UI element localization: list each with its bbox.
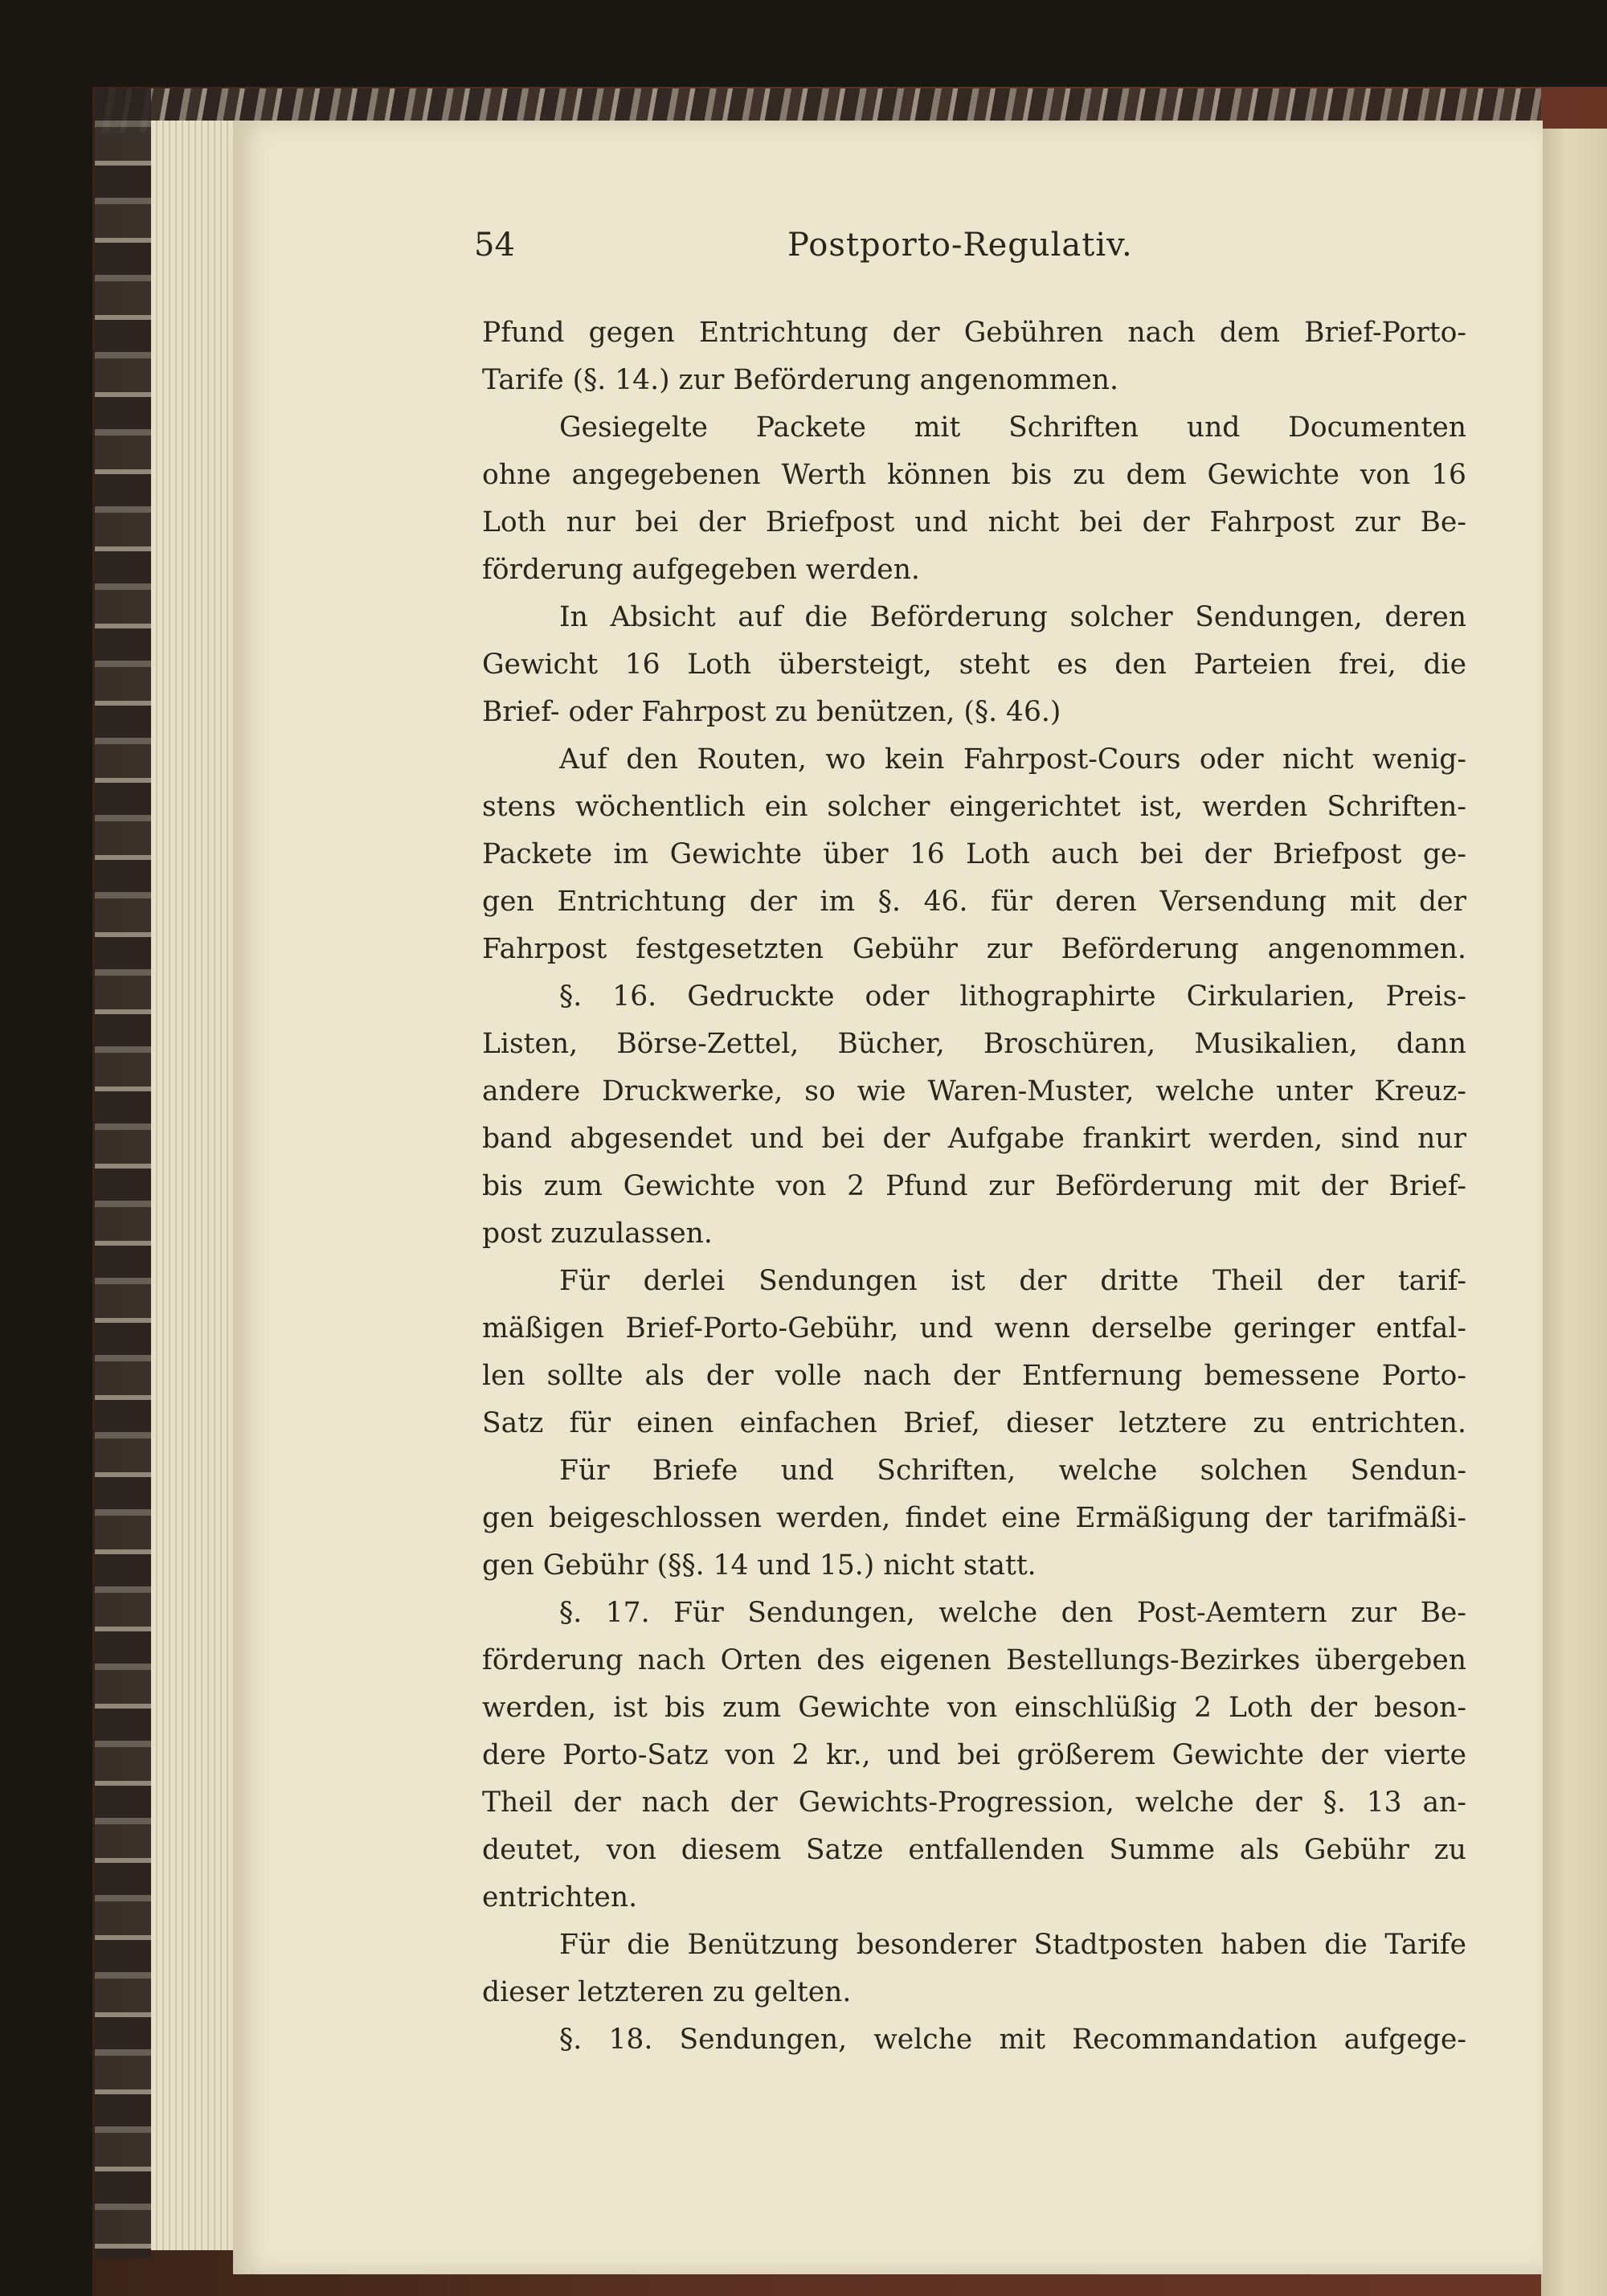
facing-page-edge	[1541, 129, 1607, 2296]
text-line: dere Porto-Satz von 2 kr., und bei größerem Gewichte der vierte	[482, 1739, 1466, 1771]
text-line: Fahrpost festgesetzten Gebühr zur Beförderung angenommen.	[482, 933, 1466, 965]
text-line: stens wöchentlich ein solcher eingerichtet ist, werden Schriften-	[482, 791, 1466, 823]
body-text	[482, 309, 1466, 2182]
text-line: §. 18. Sendungen, welche mit Recommandation aufgege-	[559, 2024, 1466, 2056]
text-line: Gewicht 16 Loth übersteigt, steht es den Parteien frei, die	[482, 649, 1466, 681]
text-line: Satz für einen einfachen Brief, dieser letztere zu entrichten.	[482, 1407, 1466, 1439]
text-line: post zuzulassen.	[482, 1218, 713, 1250]
text-line: Für derlei Sendungen ist der dritte Theil der tarif-	[559, 1265, 1466, 1297]
text-line: Packete im Gewichte über 16 Loth auch bei der Briefpost ge-	[482, 838, 1466, 870]
text-line: dieser letzteren zu gelten.	[482, 1976, 852, 2008]
text-line: Tarife (§. 14.) zur Beförderung angenommen.	[482, 364, 1118, 396]
text-line: len sollte als der volle nach der Entfernung bemessene Porto-	[482, 1360, 1466, 1392]
text-line: ohne angegebenen Werth können bis zu dem Gewichte von 16	[482, 459, 1466, 491]
text-line: Gesiegelte Packete mit Schriften und Documenten	[559, 411, 1466, 444]
text-line: Listen, Börse-Zettel, Bücher, Broschüren, Musikalien, dann	[482, 1028, 1466, 1060]
text-line: förderung aufgegeben werden.	[482, 554, 920, 586]
text-line: andere Druckwerke, so wie Waren-Muster, welche unter Kreuz-	[482, 1075, 1466, 1107]
text-line: Für die Benützung besonderer Stadtposten haben die Tarife	[559, 1929, 1466, 1961]
text-line: werden, ist bis zum Gewichte von einschlüßig 2 Loth der beson-	[482, 1692, 1466, 1724]
text-line: bis zum Gewichte von 2 Pfund zur Beförderung mit der Brief-	[482, 1170, 1466, 1202]
text-line: §. 16. Gedruckte oder lithographirte Cirkularien, Preis-	[559, 980, 1466, 1013]
text-line: mäßigen Brief-Porto-Gebühr, und wenn derselbe geringer entfal-	[482, 1312, 1466, 1344]
text-line: band abgesendet und bei der Aufgabe frankirt werden, sind nur	[482, 1123, 1466, 1155]
text-line: §. 17. Für Sendungen, welche den Post-Aemtern zur Be-	[559, 1597, 1466, 1629]
text-line: gen beigeschlossen werden, findet eine Ermäßigung der tarifmäßi-	[482, 1502, 1466, 1534]
text-line: deutet, von diesem Satze entfallenden Summe als Gebühr zu	[482, 1834, 1466, 1866]
text-line: In Absicht auf die Beförderung solcher Sendungen, deren	[559, 601, 1466, 633]
page-header	[474, 227, 1462, 275]
marbled-edge-left	[95, 88, 151, 2258]
text-line: Brief- oder Fahrpost zu benützen, (§. 46.)	[482, 696, 1061, 728]
running-title: Postporto-Regulativ.	[787, 227, 1133, 264]
text-line: Für Briefe und Schriften, welche solchen Sendun-	[559, 1455, 1466, 1487]
text-line: Auf den Routen, wo kein Fahrpost-Cours oder nicht wenig-	[559, 743, 1466, 776]
text-line: förderung nach Orten des eigenen Bestellungs-Bezirkes übergeben	[482, 1644, 1466, 1676]
text-line: entrichten.	[482, 1881, 638, 1913]
text-line: Theil der nach der Gewichts-Progression, welche der §. 13 an-	[482, 1786, 1466, 1819]
text-line: gen Entrichtung der im §. 46. für deren Versendung mit der	[482, 886, 1466, 918]
text-line: Pfund gegen Entrichtung der Gebühren nach dem Brief-Porto-	[482, 317, 1466, 349]
text-line: Loth nur bei der Briefpost und nicht bei der Fahrpost zur Be-	[482, 506, 1466, 538]
page-number: 54	[474, 227, 515, 264]
text-line: gen Gebühr (§§. 14 und 15.) nicht statt.	[482, 1549, 1037, 1582]
